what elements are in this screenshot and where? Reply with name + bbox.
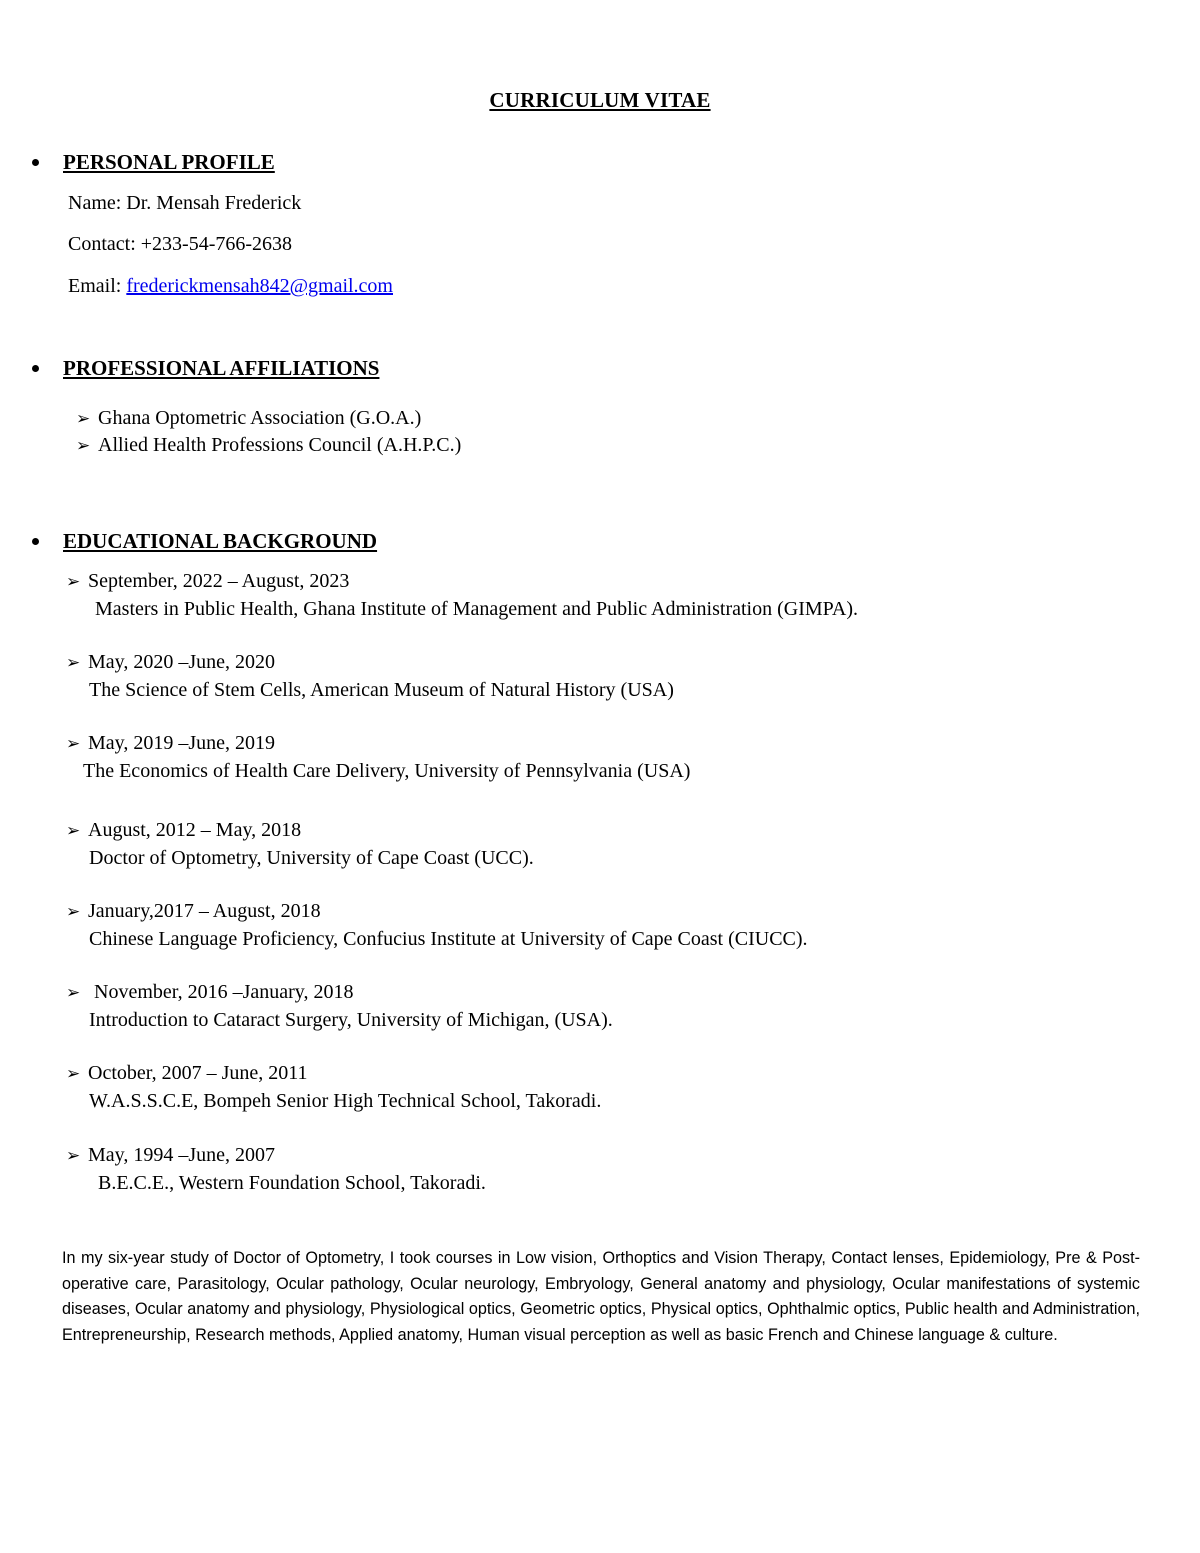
section-educational-background [28,529,377,554]
education-item [66,817,534,872]
education-detail: Doctor of Optometry, University of Cape Coast (UCC). [89,847,534,869]
education-period-line [66,570,349,592]
education-detail: W.A.S.S.C.E, Bompeh Senior High Technical School, Takoradi. [89,1090,602,1112]
arrow-bullet-icon: ➢ [66,572,81,592]
document-title: CURRICULUM VITAE [489,88,711,112]
education-detail: The Science of Stem Cells, American Museum of Natural History (USA) [89,679,674,701]
education-detail: Introduction to Cataract Surgery, University of Michigan, (USA). [89,1009,613,1031]
email-link[interactable]: frederickmensah842@gmail.com [126,275,393,297]
education-period: May, 1994 –June, 2007 [88,1144,276,1166]
section-personal-profile [28,150,275,175]
personal-profile-heading: PERSONAL PROFILE [63,150,275,174]
education-period-line [66,651,275,673]
education-period-line [66,732,275,754]
education-period: May, 2020 –June, 2020 [88,651,276,673]
email-label: Email: [68,275,127,297]
education-heading: EDUCATIONAL BACKGROUND [63,529,378,553]
education-period: October, 2007 – June, 2011 [88,1062,308,1084]
bullet-icon [32,365,39,372]
arrow-bullet-icon: ➢ [66,821,81,841]
education-period-line [66,981,354,1003]
education-item [66,730,690,785]
education-period-line [66,1062,308,1084]
affiliation-text: Allied Health Professions Council (A.H.P.C.) [98,434,462,456]
courses-summary-paragraph: In my six-year study of Doctor of Optometry, I took courses in Low vision, Orthoptics and Vision Therapy, Contact lenses, Epidemiology, Pre & Post-operative care, Parasitology, Ocular pathology, Ocular neurology, Embryology, General anatomy and physiology, Ocular manifestations of systemic diseases, Ocular anatomy and physiology, Physiological optics, Geometric optics, Physical optics, Ophthalmic optics, Public health and Administration, Entrepreneurship, Research methods, Applied anatomy, Human visual perception as well as basic French and Chinese language & culture. [62,1249,1140,1344]
education-detail: B.E.C.E., Western Foundation School, Takoradi. [98,1172,486,1194]
arrow-bullet-icon: ➢ [66,902,81,922]
arrow-bullet-icon: ➢ [66,1146,81,1166]
education-period: November, 2016 –January, 2018 [94,981,354,1003]
bullet-icon [32,159,39,166]
bullet-icon [32,538,39,545]
arrow-bullet-icon: ➢ [76,409,91,429]
education-detail: Masters in Public Health, Ghana Institute of Management and Public Administration (GIMPA). [95,598,859,620]
education-period-line [66,1144,275,1166]
education-item [66,649,674,704]
education-item [66,979,613,1034]
education-item [66,898,808,953]
education-period-line [66,900,321,922]
education-detail: The Economics of Health Care Delivery, University of Pennsylvania (USA) [83,760,691,782]
education-period: January,2017 – August, 2018 [88,900,321,922]
education-item [66,1060,601,1115]
profile-contact: Contact: +233-54-766-2638 [68,233,293,255]
arrow-bullet-icon: ➢ [76,436,91,456]
education-period: May, 2019 –June, 2019 [88,732,276,754]
education-item [66,568,858,623]
education-detail: Chinese Language Proficiency, Confucius Institute at University of Cape Coast (CIUCC). [89,928,808,950]
affiliation-item [76,433,461,458]
education-period-line [66,819,301,841]
arrow-bullet-icon: ➢ [66,1064,81,1084]
profile-name: Name: Dr. Mensah Frederick [68,192,302,214]
arrow-bullet-icon: ➢ [66,653,81,673]
education-period: September, 2022 – August, 2023 [88,570,350,592]
arrow-bullet-icon: ➢ [66,734,81,754]
education-item [66,1142,486,1197]
affiliations-heading: PROFESSIONAL AFFILIATIONS [63,356,380,380]
affiliation-text: Ghana Optometric Association (G.O.A.) [98,407,422,429]
section-professional-affiliations [28,356,379,381]
profile-email-line [68,274,393,298]
arrow-bullet-icon: ➢ [66,983,81,1003]
education-period: August, 2012 – May, 2018 [88,819,302,841]
affiliation-item [76,406,421,431]
